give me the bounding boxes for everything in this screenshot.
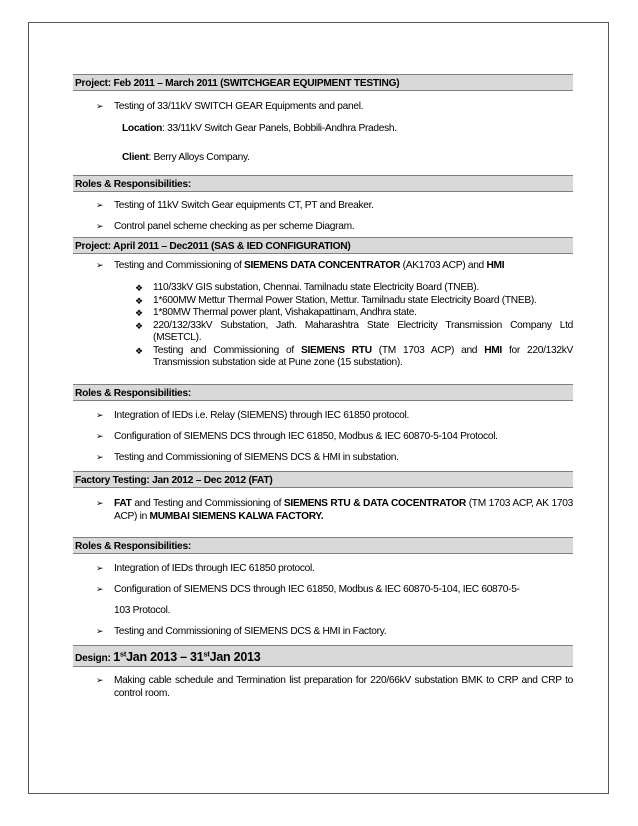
list-item: ➢ Testing and Commissioning of SIEMENS DATA CONCENTRATOR (AK1703 ACP) and HMI <box>96 260 505 271</box>
client-line <box>73 151 573 164</box>
arrow-bullet-icon: ➢ <box>96 562 104 573</box>
list-item: ➢ FAT and Testing and Commissioning of SIEMENS RTU & DATA COCENTRATOR (TM 1703 ACP, AK 1703 ACP) in MUMBAI SIEMENS KALWA FACTORY. <box>96 497 573 522</box>
arrow-bullet-icon: ➢ <box>96 200 104 210</box>
arrow-bullet-icon: ➢ <box>96 497 104 508</box>
project-header-sas: Project: April 2011 – Dec2011 (SAS & IED CONFIGURATION) <box>73 237 573 254</box>
diamond-bullet-icon: ❖ <box>135 308 143 318</box>
roles-header: Roles & Responsibilities: <box>73 175 573 192</box>
client-label: Client <box>122 152 149 163</box>
diamond-bullet-icon: ❖ <box>135 345 143 356</box>
sub-list-item: ❖ 110/33kV GIS substation, Chennai. Tamilnadu state Electricity Board (TNEB). <box>135 282 479 293</box>
location-value: : 33/11kV Switch Gear Panels, Bobbili-Andhra Pradesh. <box>162 123 397 134</box>
roles-header: Roles & Responsibilities: <box>73 537 573 554</box>
arrow-bullet-icon: ➢ <box>96 451 104 462</box>
sub-list <box>73 282 573 370</box>
arrow-bullet-icon: ➢ <box>96 260 104 270</box>
arrow-bullet-icon: ➢ <box>96 221 104 231</box>
list-item: ➢ Testing of 11kV Switch Gear equipments CT, PT and Breaker. <box>96 200 374 211</box>
factory-testing-header: Factory Testing: Jan 2012 – Dec 2012 (FAT) <box>73 471 573 488</box>
list-item: ➢ Testing and Commissioning of SIEMENS DCS & HMI in Factory. <box>96 625 387 637</box>
arrow-bullet-icon: ➢ <box>96 409 104 420</box>
location-label: Location <box>122 123 163 134</box>
arrow-bullet-icon: ➢ <box>96 583 104 594</box>
sub-list-item: ❖ Testing and Commissioning of SIEMENS RTU (TM 1703 ACP) and HMI for 220/132kV Transmission substation side at Pune zone (15 substation). <box>135 344 573 368</box>
arrow-bullet-icon: ➢ <box>96 430 104 441</box>
client-value: : Berry Alloys Company. <box>148 152 250 163</box>
project-header-switchgear: Project: Feb 2011 – March 2011 (SWITCHGEAR EQUIPMENT TESTING) <box>73 74 573 91</box>
design-header: Design: 1stJan 2013 – 31stJan 2013 <box>73 645 573 667</box>
location-line <box>73 122 573 135</box>
resume-content <box>73 74 573 700</box>
list-item: ➢ Testing of 33/11kV SWITCH GEAR Equipments and panel. <box>96 101 364 112</box>
roles-header: Roles & Responsibilities: <box>73 384 573 401</box>
sub-list-item: ❖ 220/132/33kV Substation, Jath. Maharashtra State Electricity Transmission Company Ltd (MSETCL). <box>135 319 573 343</box>
list-item: ➢ Making cable schedule and Termination list preparation for 220/66kV substation BMK to CRP and CRP to control room. <box>96 674 573 699</box>
arrow-bullet-icon: ➢ <box>96 625 104 636</box>
arrow-bullet-icon: ➢ <box>96 674 104 685</box>
sub-list-item: ❖ 1*80MW Thermal power plant, Vishakapattinam, Andhra state. <box>135 307 417 318</box>
list-item-continuation: 103 Protocol. <box>114 604 171 616</box>
list-item: ➢ Testing and Commissioning of SIEMENS DCS & HMI in substation. <box>96 451 399 463</box>
list-item: ➢ Control panel scheme checking as per scheme Diagram. <box>96 221 355 232</box>
diamond-bullet-icon: ❖ <box>135 295 143 306</box>
arrow-bullet-icon: ➢ <box>96 101 104 111</box>
diamond-bullet-icon: ❖ <box>135 320 143 331</box>
sub-list-item: ❖ 1*600MW Mettur Thermal Power Station, Mettur. Tamilnadu state Electricity Board (TNEB). <box>135 294 537 306</box>
list-item: ➢ Integration of IEDs through IEC 61850 protocol. <box>96 562 315 574</box>
diamond-bullet-icon: ❖ <box>135 283 143 293</box>
list-item: ➢ Configuration of SIEMENS DCS through IEC 61850, Modbus & IEC 60870-5-104, IEC 60870-5- <box>96 583 520 595</box>
list-item: ➢ Integration of IEDs i.e. Relay (SIEMENS) through IEC 61850 protocol. <box>96 409 410 421</box>
list-item: ➢ Configuration of SIEMENS DCS through IEC 61850, Modbus & IEC 60870-5-104 Protocol. <box>96 430 498 442</box>
